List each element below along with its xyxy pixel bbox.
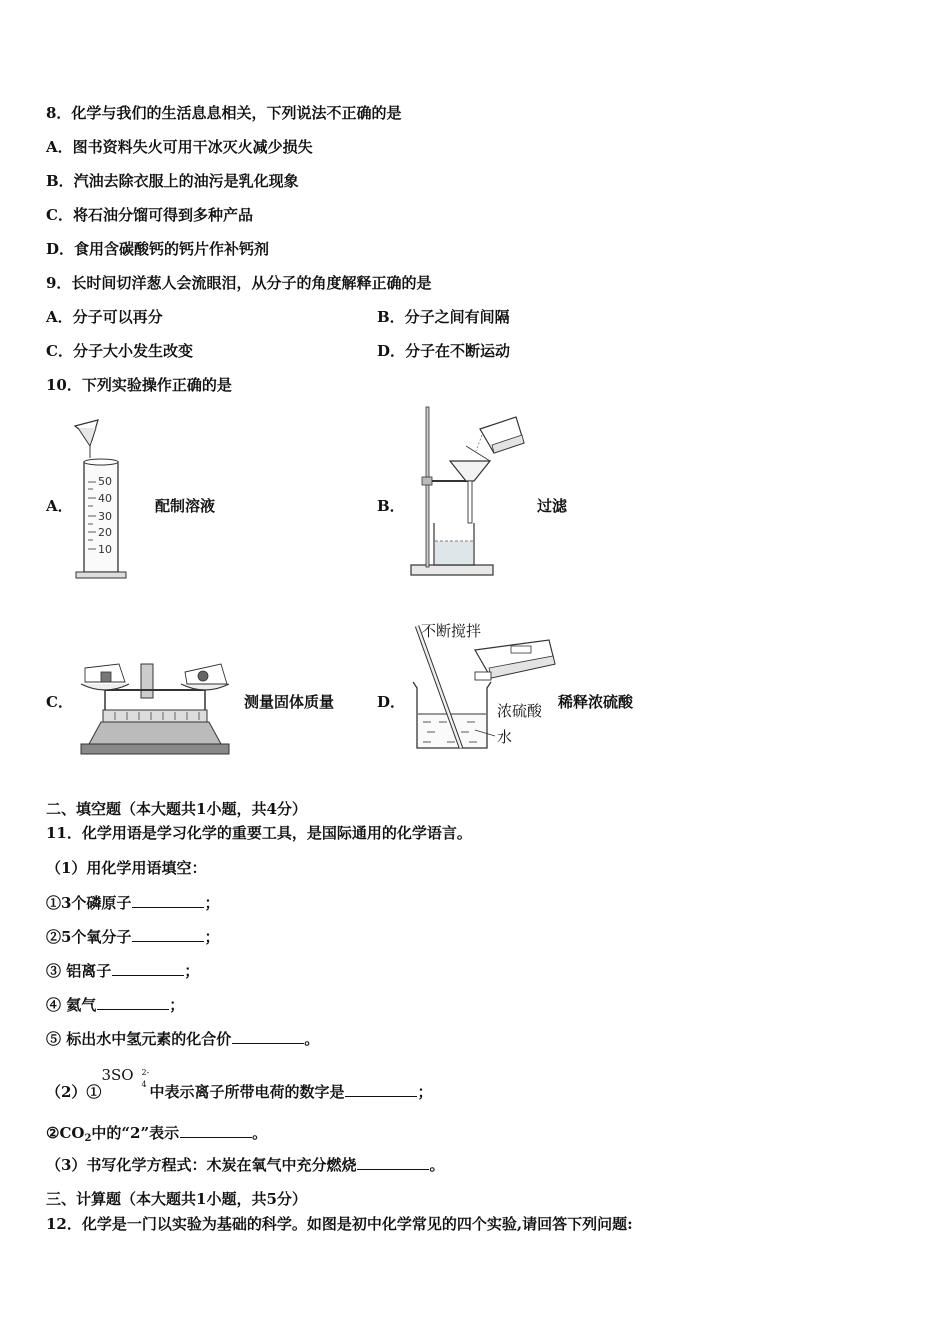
q10-option-d-caption: 稀释浓硫酸 (558, 693, 634, 711)
q8-option-d: D．食用含碳酸钙的钙片作补钙剂 (46, 240, 270, 258)
item-end: ； (169, 996, 185, 1014)
answer-blank[interactable] (112, 961, 184, 976)
part3-text: （3）书写化学方程式：木炭在氧气中充分燃烧 (46, 1156, 357, 1174)
q11-part1: （1）用化学用语填空： (46, 859, 207, 877)
item-end: 。 (304, 1030, 320, 1048)
item-end: ； (184, 962, 200, 980)
q8-option-c: C．将石油分馏可得到多种产品 (46, 206, 253, 224)
balance-scale-figure (75, 662, 235, 758)
q10-stem: 10．下列实验操作正确的是 (46, 376, 232, 394)
part2-suffix: 中表示离子所带电荷的数字是 (149, 1083, 345, 1101)
co2-end: 。 (252, 1124, 268, 1142)
q11-item-1 (46, 893, 219, 913)
item-text: ④ 氦气 (46, 996, 97, 1014)
part3-end: 。 (429, 1156, 445, 1174)
q10-option-a-letter: A． (46, 497, 73, 515)
q8-option-a: A．图书资料失火可用干冰灭火减少损失 (46, 138, 313, 156)
answer-blank[interactable] (132, 927, 204, 942)
item-end: ； (204, 894, 220, 912)
q11-co2-line (46, 1123, 267, 1149)
water-label: 水 (497, 728, 513, 746)
q9-option-b: B．分子之间有间隔 (377, 308, 510, 326)
q9-option-a: A．分子可以再分 (46, 308, 163, 326)
item-text: ⑤ 标出水中氢元素的化合价 (46, 1030, 232, 1048)
q10-option-a-caption: 配制溶液 (155, 497, 216, 515)
q11-stem: 11．化学用语是学习化学的重要工具，是国际通用的化学语言。 (46, 824, 472, 842)
item-end: ； (204, 928, 220, 946)
graduated-cylinder-figure (70, 418, 135, 580)
stir-label: 不断搅拌 (421, 622, 482, 640)
tick-label: 40 (98, 492, 112, 505)
co2-suffix: 中的“2”表示 (91, 1124, 180, 1142)
q10-option-b-caption: 过滤 (537, 497, 568, 515)
tick-label: 10 (98, 543, 112, 556)
q11-part2 (46, 1066, 433, 1102)
section3-title: 三、计算题（本大题共1小题，共5分） (46, 1190, 307, 1208)
tick-label: 30 (98, 510, 112, 523)
q12-stem: 12．化学是一门以实验为基础的科学。如图是初中化学常见的四个实验,请回答下列问题: (46, 1215, 633, 1233)
sulfate-ion-formula: 3SO 2- 4 (101, 1066, 150, 1089)
co2-prefix: ②CO (46, 1124, 85, 1142)
q11-item-5 (46, 1029, 319, 1049)
part2-prefix: （2）① (46, 1083, 102, 1101)
acid-label: 浓硫酸 (497, 702, 543, 720)
answer-blank[interactable] (345, 1082, 417, 1097)
q10-option-b-letter: B． (377, 497, 405, 515)
dilute-acid-figure (405, 618, 563, 758)
answer-blank[interactable] (132, 893, 204, 908)
q8-stem: 8．化学与我们的生活息息相关，下列说法不正确的是 (46, 104, 402, 122)
q11-item-3 (46, 961, 199, 981)
part2-end: ； (417, 1083, 433, 1101)
item-text: ②5个氧分子 (46, 928, 132, 946)
section2-title: 二、填空题（本大题共1小题，共4分） (46, 800, 307, 818)
answer-blank[interactable] (180, 1123, 252, 1138)
answer-blank[interactable] (97, 995, 169, 1010)
tick-label: 20 (98, 526, 112, 539)
answer-blank[interactable] (232, 1029, 304, 1044)
q9-stem: 9．长时间切洋葱人会流眼泪，从分子的角度解释正确的是 (46, 274, 432, 292)
item-text: ③ 铝离子 (46, 962, 112, 980)
q10-option-c-caption: 测量固体质量 (244, 693, 335, 711)
filtration-setup-figure (408, 405, 533, 580)
q9-option-c: C．分子大小发生改变 (46, 342, 193, 360)
tick-label: 50 (98, 475, 112, 488)
q9-option-d: D．分子在不断运动 (377, 342, 511, 360)
q11-part3 (46, 1155, 444, 1175)
answer-blank[interactable] (357, 1155, 429, 1170)
q10-option-d-letter: D． (377, 693, 406, 711)
q10-option-c-letter: C． (46, 693, 73, 711)
q11-item-4 (46, 995, 184, 1015)
q8-option-b: B．汽油去除衣服上的油污是乳化现象 (46, 172, 299, 190)
q11-item-2 (46, 927, 219, 947)
item-text: ①3个磷原子 (46, 894, 132, 912)
co2-subscript: 2 (84, 1133, 92, 1144)
